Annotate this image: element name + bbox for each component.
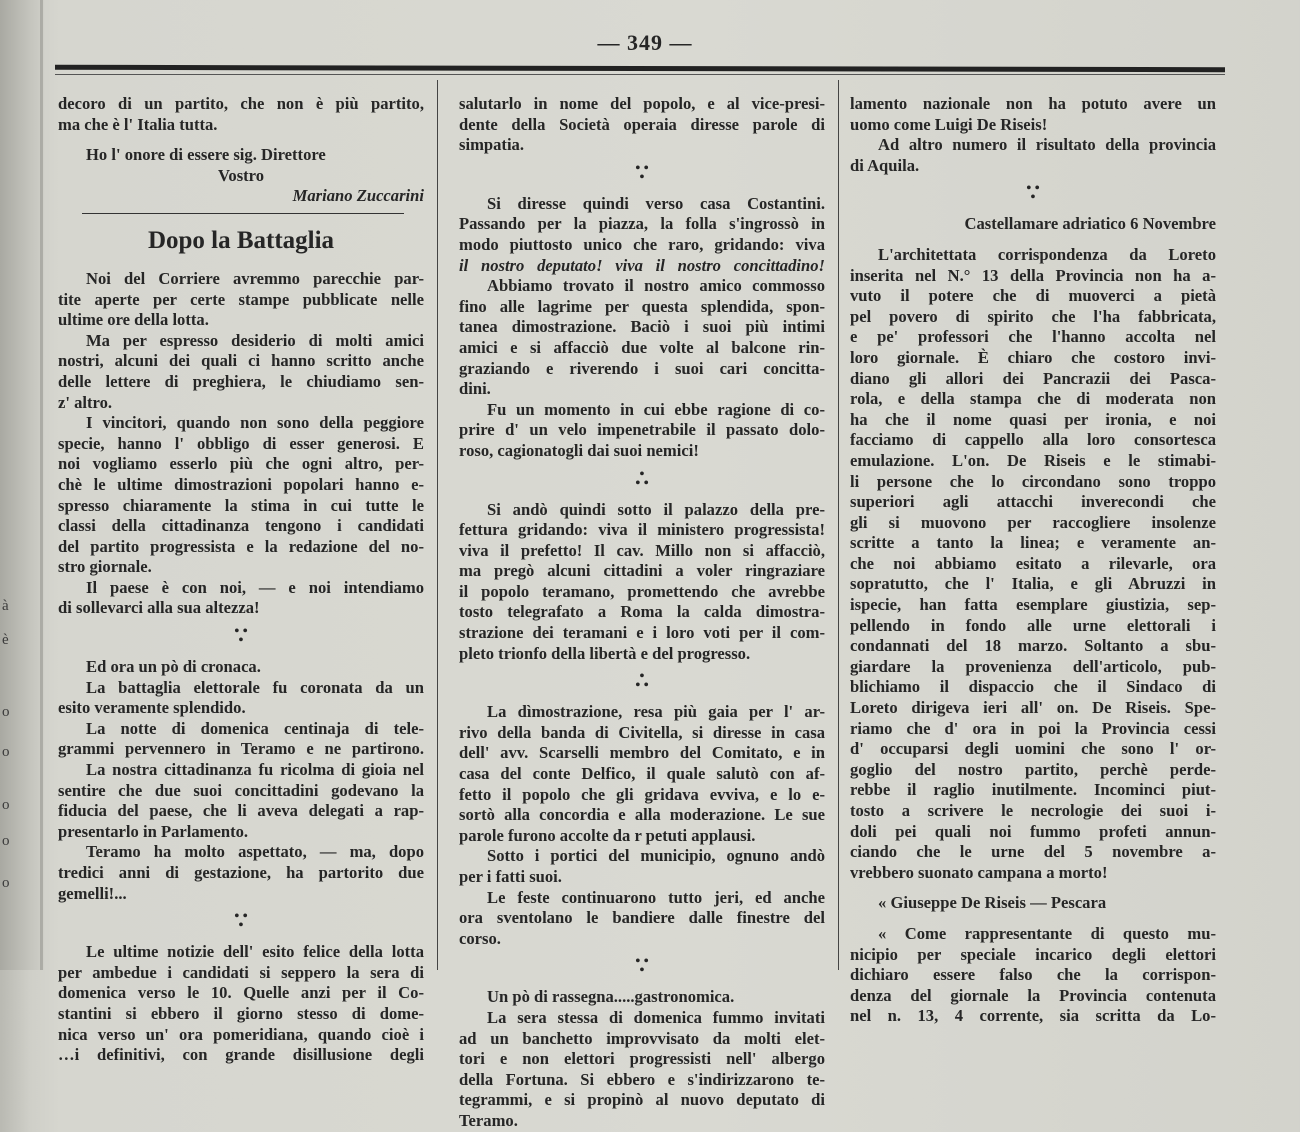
text-line: facciamo di cappello alla loro consortesca [850, 430, 1216, 450]
text-line: Si andò quindi sotto il palazzo della pre- [487, 499, 825, 519]
text-line: dichiaro essere falso che la corrispon- [850, 965, 1216, 985]
text-line: corso. [459, 928, 501, 948]
spacer [850, 883, 1216, 893]
text-line: La dìmostrazione, resa più gaia per l' ar- [487, 702, 825, 722]
text-line: modo piuttosto unico che raro, gridando: viva [459, 234, 825, 254]
edge-letter: è [2, 632, 9, 648]
text-line: gemelli!... [58, 883, 127, 903]
text-line: ha che il nome quasi per ironia, e noi [850, 409, 1216, 429]
previous-page-edge [0, 0, 44, 970]
text-line: parole furono accolte da r petuti applausi. [459, 825, 756, 845]
text-line: delle lettere di preghiera, le chiudiamo sen- [58, 371, 424, 391]
text-line: presentarlo in Parlamento. [58, 821, 249, 841]
text-line: Ma per espresso desiderio di molti amici [86, 330, 424, 350]
text-line: di Aquila. [850, 155, 920, 175]
text-line: che noi abbiamo esitato a rilevarle, ora [850, 553, 1216, 573]
text-line: riamo che d' ora in poi la Provincia cessi [850, 718, 1216, 738]
text-line: sortò alla concordia e alla moderazione. Le sue [459, 805, 825, 825]
text-line: spresso chiaramente la stima in cui tutte le [58, 495, 424, 515]
text-line: dente della Società operaia diresse parole di [459, 114, 825, 134]
edge-letter: o [2, 833, 10, 849]
text-line: emulazione. L'on. De Riseis e le stimabi- [850, 450, 1216, 470]
text-line: Teramo. [459, 1110, 518, 1130]
text-line: ma che è l' Italia tutta. [58, 114, 218, 134]
text-line: ispecie, han fatta esemplare giustizia, sep- [850, 595, 1216, 615]
text-line: goglio del nostro partito, perchè perde- [850, 759, 1216, 779]
column-middle [459, 94, 825, 1132]
edge-letter: o [2, 875, 10, 891]
asterism-separator [58, 619, 424, 657]
text-line: Fu un momento in cui ebbe ragione di co- [487, 399, 825, 419]
text-line: nostri, alcuni dei quali ci hanno scritto anche [58, 351, 424, 371]
text-line: stantini si ebbero il giorno stesso di dome- [58, 1003, 424, 1023]
text-line: La battaglia elettorale fu coronata da un [86, 677, 424, 697]
text-line: il popolo teramano, promettendo che avrebbe [459, 581, 825, 601]
text-line: tredici anni di gestazione, ha partorito due [58, 863, 424, 882]
asterism-separator [459, 949, 825, 987]
text-line: ciando che le urne del 5 novembre a- [850, 842, 1216, 862]
text-line: pleto trionfo della libertà e del progresso. [459, 643, 751, 663]
text-line: gli si muovono per raccogliere insolenze [850, 512, 1216, 532]
text-line: viva il prefetto! Il cav. Millo non si affacciò, [459, 540, 825, 560]
text-line: Ed ora un pò di cronaca. [86, 657, 261, 677]
asterism-separator [459, 156, 825, 194]
text-line: tegrammi, e si propinò al nuovo deputato di [459, 1090, 825, 1110]
text-line: fetto il popolo che gli gridava evviva, e lo e- [459, 784, 825, 804]
text-line: tosto telegrafato a Roma la calda dimostra- [459, 602, 825, 622]
text-line: condannati del 18 marzo. Soltanto a sbu- [850, 636, 1216, 656]
text-line: il nostro deputato! viva il nostro concittadino! [459, 255, 825, 275]
text-line: diano gli allori dei Pancrazii dei Pasca- [850, 368, 1216, 388]
text-line: superiori agli attacchi inverecondi che [850, 492, 1216, 512]
text-line: graziando e riverendo i suoi cari concitta- [459, 358, 825, 378]
text-line: L'architettata corrispondenza da Loreto [878, 244, 1216, 264]
text-line: « Come rappresentante di questo mu- [878, 923, 1216, 943]
text-line: ad un banchetto improvvisato da molti elet- [459, 1028, 825, 1048]
column-right [850, 94, 1216, 1027]
article-title: Dopo la Battaglia [147, 226, 335, 254]
text-line: giardare la provenienza dell'articolo, pub- [850, 656, 1216, 676]
text-line: Sotto i portici del municipio, ognuno andò [487, 846, 825, 866]
asterism-icon: • • • [635, 160, 649, 185]
text-line: ultime ore della lotta. [58, 310, 209, 330]
text-line: prire d' un velo impenetrabile il passato dolo- [459, 420, 825, 440]
text-line: Mariano Zuccarini [292, 186, 424, 206]
edge-letter: o [2, 704, 10, 720]
text-line: lamento nazionale non ha potuto avere un [850, 94, 1216, 113]
text-line: dini. [459, 379, 491, 399]
text-line: roso, cagionatogli dai suoi nemici! [459, 440, 699, 460]
page-fold [40, 0, 43, 970]
text-line: grammi pervennero in Teramo e ne partirono. [58, 739, 424, 759]
text-line: …i definitivi, con grande disillusione degli [58, 1045, 424, 1065]
text-line: Le ultime notizie dell' esito felice della lotta [86, 942, 424, 962]
text-line: Ad altro numero il risultato della provincia [878, 135, 1216, 155]
text-line: rola, e della stampa che di moderata non [850, 389, 1216, 409]
text-line: Teramo ha molto aspettato, — ma, dopo [86, 842, 424, 862]
text-line: salutarlo in nome del popolo, e al vice-presi- [459, 94, 825, 113]
text-line: simpatia. [459, 135, 524, 155]
text-line: nicipio per speciale incarico degli elettori [850, 944, 1216, 964]
asterism-separator [58, 904, 424, 942]
text-line: pellendo in fondo alle urne elettorali i [850, 615, 1216, 635]
spacer [850, 914, 1216, 924]
text-line: amici e si affacciò due volte al balcone rin- [459, 337, 825, 357]
text-line: sopratutto, che l' Italia, e gli Abruzzi in [850, 574, 1216, 594]
column-divider [437, 80, 438, 970]
asterism-icon: • • • [635, 466, 649, 491]
edge-letter: o [2, 744, 10, 760]
edge-letter: à [2, 598, 9, 614]
text-line: La nostra cittadinanza fu ricolma di gioia nel [86, 760, 424, 780]
text-line: Loreto dirigeva ieri all' on. De Riseis. Spe- [850, 698, 1216, 718]
text-line: Ho l' onore di essere sig. Direttore [86, 145, 326, 165]
text-line: z' altro. [58, 392, 113, 412]
asterism-separator [459, 462, 825, 500]
text-line: tori e non elettori progressisti nell' albergo [459, 1049, 825, 1069]
text-line: chè le ultime dimostrazioni popolari hanno e- [58, 474, 424, 494]
text-line: Il paese è con noi, — e noi intendiamo [86, 577, 424, 597]
asterism-separator [850, 176, 1216, 214]
edge-letter: o [2, 797, 10, 813]
text-line: nica verso un' ora pomeridiana, quando cioè i [58, 1024, 424, 1044]
text-line: Castellamare adriatico 6 Novembre [964, 214, 1216, 234]
text-line: rivo della banda di Civitella, si diresse in casa [459, 722, 825, 742]
text-line: I vincitori, quando non sono della peggiore [86, 413, 424, 433]
text-line: del partito progressista e la redazione del no- [58, 536, 424, 556]
asterism-icon: • • • [635, 669, 649, 694]
text-line: noi vogliamo esserlo più che ogni altro, per- [58, 454, 424, 474]
text-line: e pe' professori che l'hanno accolta nel [850, 327, 1216, 347]
asterism-icon: • • • [1026, 181, 1040, 206]
text-line: specie, hanno l' obbligo di esser generosi. E [58, 433, 424, 453]
text-line: scritte a tanto la linea; e veramente an- [850, 533, 1216, 553]
header-rule-thin [55, 74, 1225, 75]
text-line: doli pei quali noi fummo profeti annun- [850, 821, 1216, 841]
spacer [850, 235, 1216, 245]
text-line: Vostro [217, 165, 265, 185]
asterism-icon: • • • [234, 909, 248, 934]
text-line: vuto il potere che di muoverci a pietà [850, 286, 1216, 306]
text-line: fiducia del paese, che li aveva delegati a rap- [58, 801, 424, 821]
spacer [58, 135, 424, 145]
text-line: pel povero di spirito che l'ha fabbricata, [850, 306, 1216, 326]
text-line: nel n. 13, 4 corrente, sia scritta da Lo- [850, 1006, 1216, 1026]
text-line: d' occuparsi degli uomini che sono l' or- [850, 739, 1216, 759]
text-line: fettura gridando: viva il ministero progressista! [459, 520, 825, 540]
text-line: dell' avv. Scarselli membro del Comitato, e in [459, 743, 825, 763]
text-line: tosto a scrivere le necrologie dei suoi i- [850, 801, 1216, 820]
text-line: ma pregò alcuni cittadini a voler ringraziare [459, 561, 825, 581]
text-line: esito veramente splendido. [58, 698, 246, 718]
text-line: rebbe il raglio inutilmente. Incominci piut- [850, 780, 1216, 800]
text-line: blichiamo il dispaccio che il Sindaco di [850, 677, 1216, 697]
text-line: Le feste continuarono tutto jeri, ed anche [487, 887, 825, 907]
text-line: uomo come Luigi De Riseis! [850, 114, 1048, 134]
text-line: ora sventolano le bandiere dalle finestre del [459, 908, 825, 928]
text-line: strazione dei teramani e i loro voti per il com- [459, 623, 825, 643]
asterism-separator [459, 664, 825, 702]
text-line: Passando per la piazza, la folla s'ingrossò in [459, 214, 825, 234]
text-line: stro giornale. [58, 557, 152, 577]
text-line: Si diresse quindi verso casa Costantini. [487, 193, 825, 213]
text-line: di sollevarci alla sua altezza! [58, 598, 260, 618]
text-line: Abbiamo trovato il nostro amico commosso [487, 276, 825, 296]
text-line: domenica verso le 10. Quelle anzi per il Co- [58, 983, 424, 1003]
text-line: per i fatti suoi. [459, 867, 562, 886]
column-left [58, 94, 424, 1066]
section-rule [58, 207, 424, 221]
text-line: inserita nel N.° 13 della Provincia non ha a- [850, 265, 1216, 285]
text-line: La notte di domenica centinaja di tele- [86, 718, 424, 738]
text-line: La sera stessa di domenica fummo invitati [487, 1007, 825, 1027]
text-line: della Fortuna. Si ebbero e s'indirizzarono te- [459, 1069, 825, 1089]
page-number: — 349 — [597, 30, 693, 55]
text-line: loro giornale. È chiaro che costoro invi- [850, 347, 1216, 367]
text-line: Noi del Corriere avremmo parecchie par- [86, 268, 424, 288]
text-line: « Giuseppe De Riseis — Pescara [878, 893, 1107, 913]
text-line: fino alle lagrime per questa splendida, spon- [459, 296, 825, 316]
text-line: classi della cittadinanza tengono i candidati [58, 516, 424, 536]
text-line: decoro di un partito, che non è più partito, [58, 94, 424, 113]
text-line: tite aperte per certe stampe pubblicate nelle [58, 289, 424, 309]
text-line: li persone che lo circondano sono troppo [850, 471, 1216, 491]
asterism-icon: • • • [635, 954, 649, 979]
text-line: Un pò di rassegna.....gastronomica. [487, 987, 735, 1007]
text-line: denza del giornale la Provincia contenuta [850, 985, 1216, 1005]
text-line: sentire che due suoi concittadini godevano la [58, 780, 424, 800]
text-line: tanea dimostrazione. Baciò i suoi più intimi [459, 317, 825, 337]
column-divider [838, 80, 839, 970]
header-rule [55, 65, 1225, 72]
text-line: per ambedue i candidati si seppero la sera di [58, 962, 424, 982]
asterism-icon: • • • [234, 624, 248, 649]
text-line: casa del conte Delfico, il quale salutò con af- [459, 764, 825, 784]
text-line: vrebbero suonato campana a morto! [850, 862, 1108, 882]
